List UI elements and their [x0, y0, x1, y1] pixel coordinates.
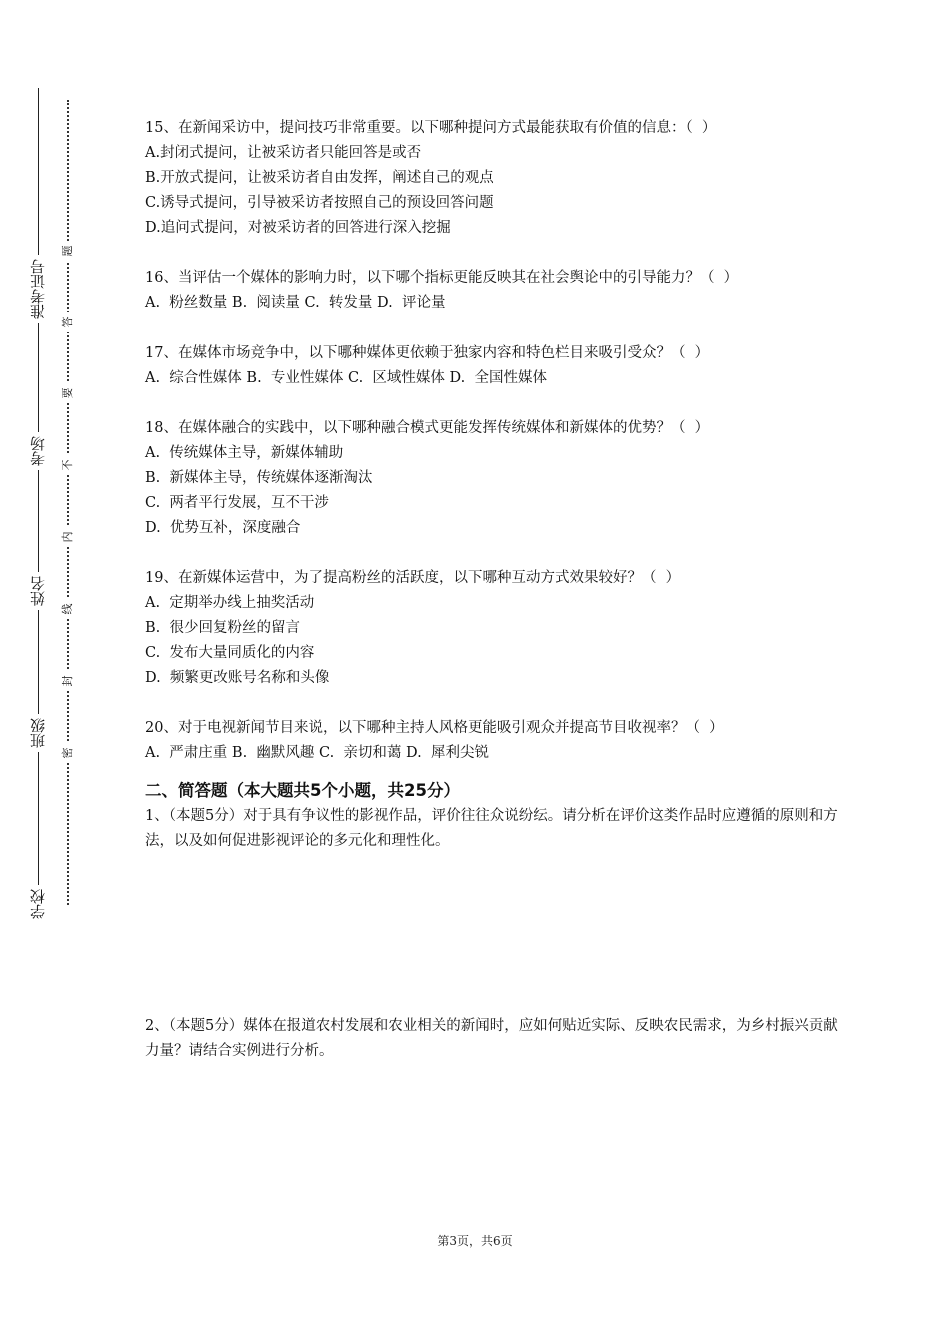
- question-19: [145, 566, 845, 691]
- seal-char: 答: [61, 312, 75, 332]
- option-a: A. 定期举办线上抽奖活动: [145, 595, 315, 611]
- seal-char: 线: [61, 599, 75, 619]
- section-2-title: 二、简答题（本大题共5个小题，共25分）: [145, 781, 460, 800]
- options-line: A. 综合性媒体 B. 专业性媒体 C. 区域性媒体 D. 全国性媒体: [145, 370, 547, 386]
- option-b: B. 新媒体主导，传统媒体逐渐淘汰: [145, 470, 373, 486]
- option-d: D. 频繁更改账号名称和头像: [145, 670, 330, 686]
- question-17: [145, 341, 845, 391]
- question-stem: 19、在新媒体运营中，为了提高粉丝的活跃度，以下哪种互动方式效果较好？（ ）: [145, 570, 681, 586]
- option-a: A.封闭式提问，让被采访者只能回答是或否: [145, 145, 422, 161]
- seal-char: 封: [61, 671, 75, 691]
- exam-content: [145, 116, 845, 1064]
- option-d: D.追问式提问，对被采访者的回答进行深入挖掘: [145, 220, 451, 236]
- short-answer-1: 1、（本题5分）对于具有争议性的影视作品，评价往往众说纷纭。请分析在评价这类作品时应遵循的原则和方法，以及如何促进影视评论的多元化和理性化。: [145, 808, 838, 849]
- question-stem: 17、在媒体市场竞争中，以下哪种媒体更依赖于独家内容和特色栏目来吸引受众？（ ）: [145, 345, 710, 361]
- seal-char: 题: [61, 241, 75, 261]
- question-stem: 16、当评估一个媒体的影响力时，以下哪个指标更能反映其在社会舆论中的引导能力？（ ）: [145, 270, 739, 286]
- school-label: 学校: [20, 885, 56, 923]
- seal-char: 不: [61, 455, 75, 475]
- option-c: C. 两者平行发展，互不干涉: [145, 495, 329, 511]
- option-c: C. 发布大量同质化的内容: [145, 645, 315, 661]
- option-d: D. 优势互补，深度融合: [145, 520, 301, 536]
- question-stem: 20、对于电视新闻节目来说，以下哪种主持人风格更能吸引观众并提高节目收视率？（ ）: [145, 720, 724, 736]
- name-label: 姓名: [20, 572, 56, 610]
- option-a: A. 传统媒体主导，新媒体辅助: [145, 445, 344, 461]
- question-stem: 18、在媒体融合的实践中，以下哪种融合模式更能发挥传统媒体和新媒体的优势？（ ）: [145, 420, 710, 436]
- question-18: [145, 416, 845, 541]
- seal-dotted-line: [67, 100, 69, 905]
- short-answer-2: 2、（本题5分）媒体在报道农村发展和农业相关的新闻时，应如何贴近实际、反映农民需求，为乡村振兴贡献力量？请结合实例进行分析。: [145, 1018, 838, 1059]
- option-b: B.开放式提问，让被采访者自由发挥，阐述自己的观点: [145, 170, 494, 186]
- seal-char: 要: [61, 383, 75, 403]
- options-line: A. 严肃庄重 B. 幽默风趣 C. 亲切和蔼 D. 犀利尖锐: [145, 745, 489, 761]
- seal-char: 密: [61, 743, 75, 763]
- class-label: 班级: [20, 714, 56, 752]
- option-b: B. 很少回复粉丝的留言: [145, 620, 300, 636]
- question-15: [145, 116, 845, 241]
- question-20: [145, 716, 845, 766]
- options-line: A. 粉丝数量 B. 阅读量 C. 转发量 D. 评论量: [145, 295, 446, 311]
- binding-solid-line: [38, 88, 39, 918]
- option-c: C.诱导式提问，引导被采访者按照自己的预设回答问题: [145, 195, 494, 211]
- question-16: [145, 266, 845, 316]
- question-stem: 15、在新闻采访中，提问技巧非常重要。以下哪种提问方式最能获取有价值的信息：（ ）: [145, 120, 717, 136]
- page-footer: 第3页，共6页: [437, 1234, 513, 1248]
- exam-id-label: 准考证号: [20, 255, 56, 323]
- exam-room-label: 考场: [20, 432, 56, 470]
- binding-margin: [0, 0, 110, 1344]
- seal-char: 内: [61, 527, 75, 547]
